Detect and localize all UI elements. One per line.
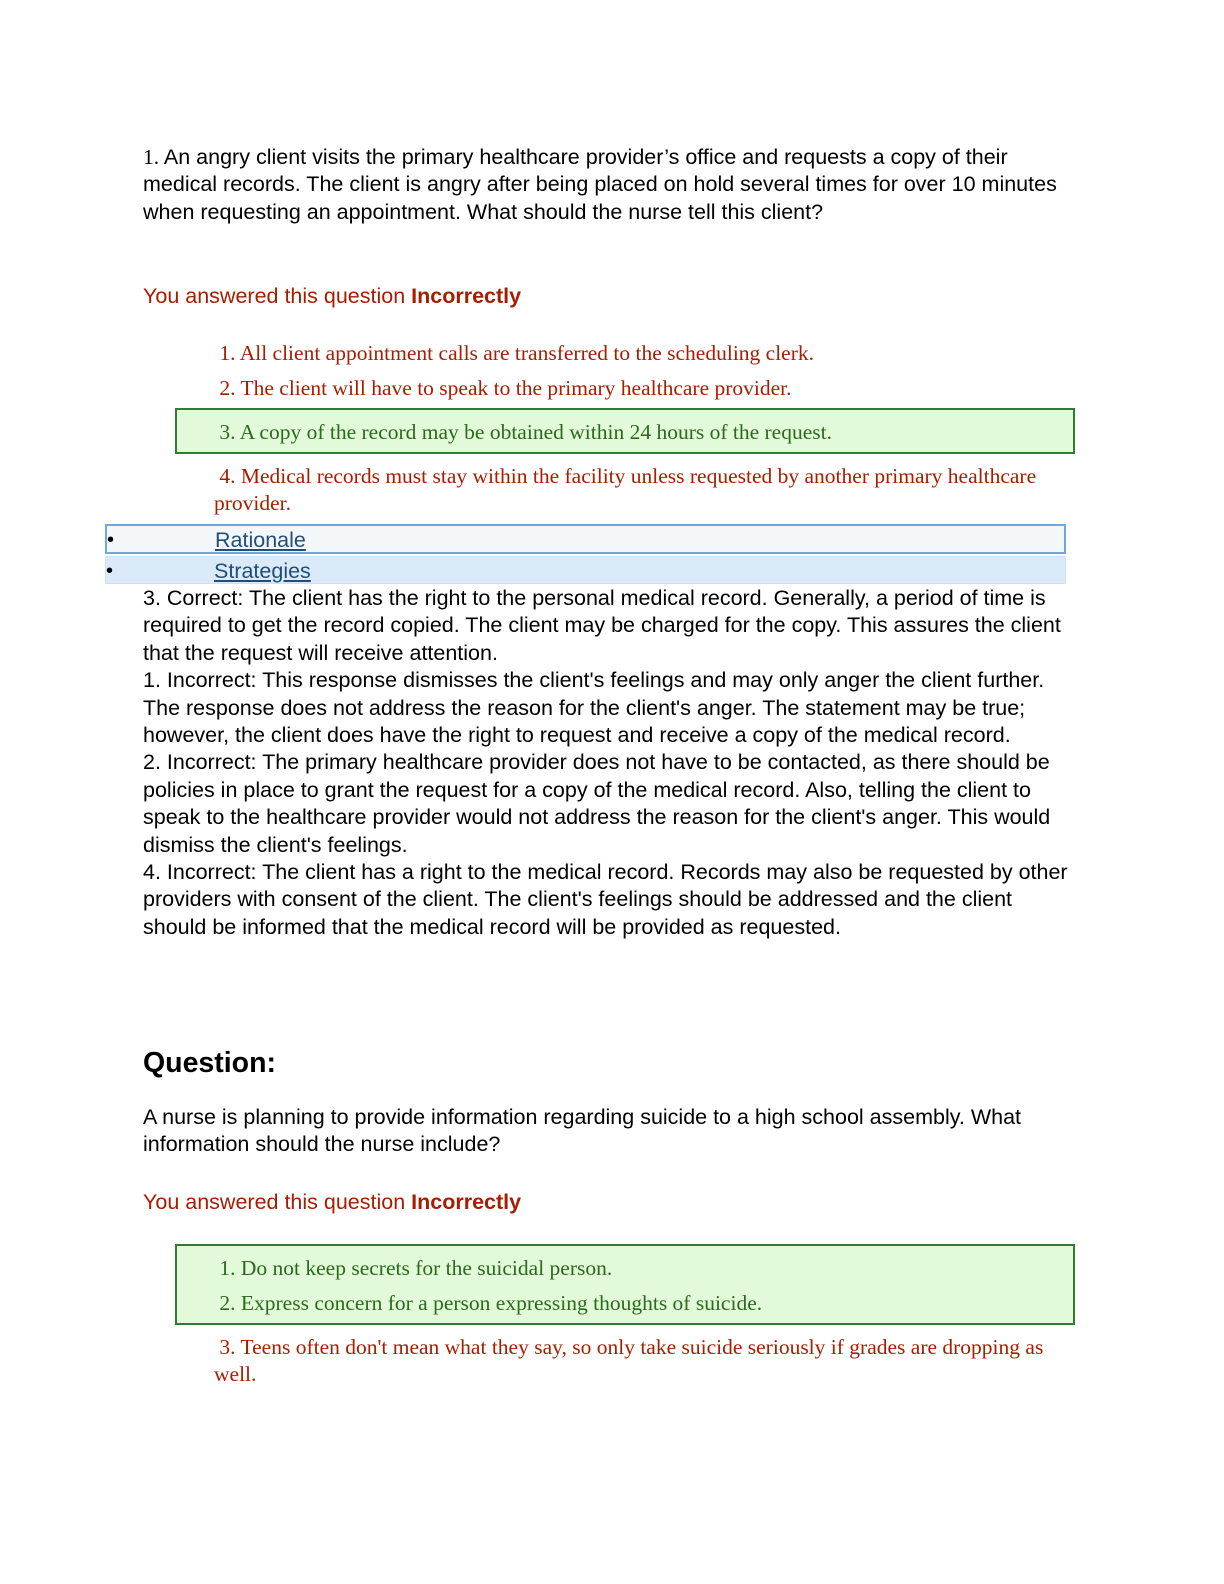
question-2-option-1: 1. Do not keep secrets for the suicidal person.: [214, 1256, 613, 1280]
result-prefix: You answered this question: [143, 1190, 412, 1214]
question-2-result: [143, 1189, 521, 1216]
question-heading: Question:: [143, 1047, 276, 1079]
question-1-stem: An angry client visits the primary healthcare provider’s office and requests a copy of their medical records. The client is angry after being placed on hold several times for over 10 minutes when requesting an appointment. What should the nurse tell this client?: [143, 145, 1057, 224]
bullet-icon: •: [107, 529, 115, 551]
question-1-text: [143, 144, 1073, 226]
question-1-option-1: 1. All client appointment calls are transferred to the scheduling clerk.: [214, 341, 815, 365]
question-2-option-3: 3. Teens often don't mean what they say, so only take suicide seriously if grades are dropping as well.: [214, 1335, 1049, 1386]
strategies-link[interactable]: Strategies: [214, 559, 311, 583]
result-prefix: You answered this question: [143, 284, 412, 308]
question-2-text: A nurse is planning to provide information regarding suicide to a high school assembly. What information should the nurse include?: [143, 1105, 1022, 1157]
rationale-paragraph: 2. Incorrect: The primary healthcare provider does not have to be contacted, as there should be policies in place to grant the request for a copy of the medical record. Also, telling the client to speak to the healthcare provider would not address the reason for the client's anger. This would dismiss the client's feelings.: [143, 750, 1051, 857]
question-2-option-2: 2. Express concern for a person expressing thoughts of suicide.: [214, 1291, 763, 1315]
question-1-option-3: 3. A copy of the record may be obtained within 24 hours of the request.: [214, 420, 832, 444]
rationale-paragraph: 3. Correct: The client has the right to the personal medical record. Generally, a period of time is required to get the record copied. The client may be charged for the copy. This assures the client that the request will receive attention.: [143, 586, 1061, 665]
rationale-paragraph: 1. Incorrect: This response dismisses the client's feelings and may only anger the client further. The response does not address the reason for the client's anger. The statement may be true; however, the client does have the right to request and receive a copy of the medical record.: [143, 668, 1045, 748]
result-status: Incorrectly: [411, 284, 522, 308]
rationale-paragraph: 4. Incorrect: The client has a right to the medical record. Records may also be requested by other providers with consent of the client. The client's feelings should be addressed and the client should be informed that the medical record will be provided as requested.: [143, 860, 1068, 939]
bullet-icon: •: [106, 560, 114, 582]
rationale-panel: [143, 585, 1073, 941]
question-1-result: [143, 283, 521, 310]
result-status: Incorrectly: [411, 1190, 522, 1214]
question-1-option-2: 2. The client will have to speak to the primary healthcare provider.: [214, 376, 792, 400]
rationale-link[interactable]: Rationale: [215, 528, 306, 552]
rationale-tab[interactable]: [105, 524, 1066, 554]
question-1-option-4: 4. Medical records must stay within the facility unless requested by another primary healthcare provider.: [214, 464, 1042, 515]
question-1-number: 1.: [143, 145, 160, 169]
strategies-tab[interactable]: [105, 556, 1066, 584]
